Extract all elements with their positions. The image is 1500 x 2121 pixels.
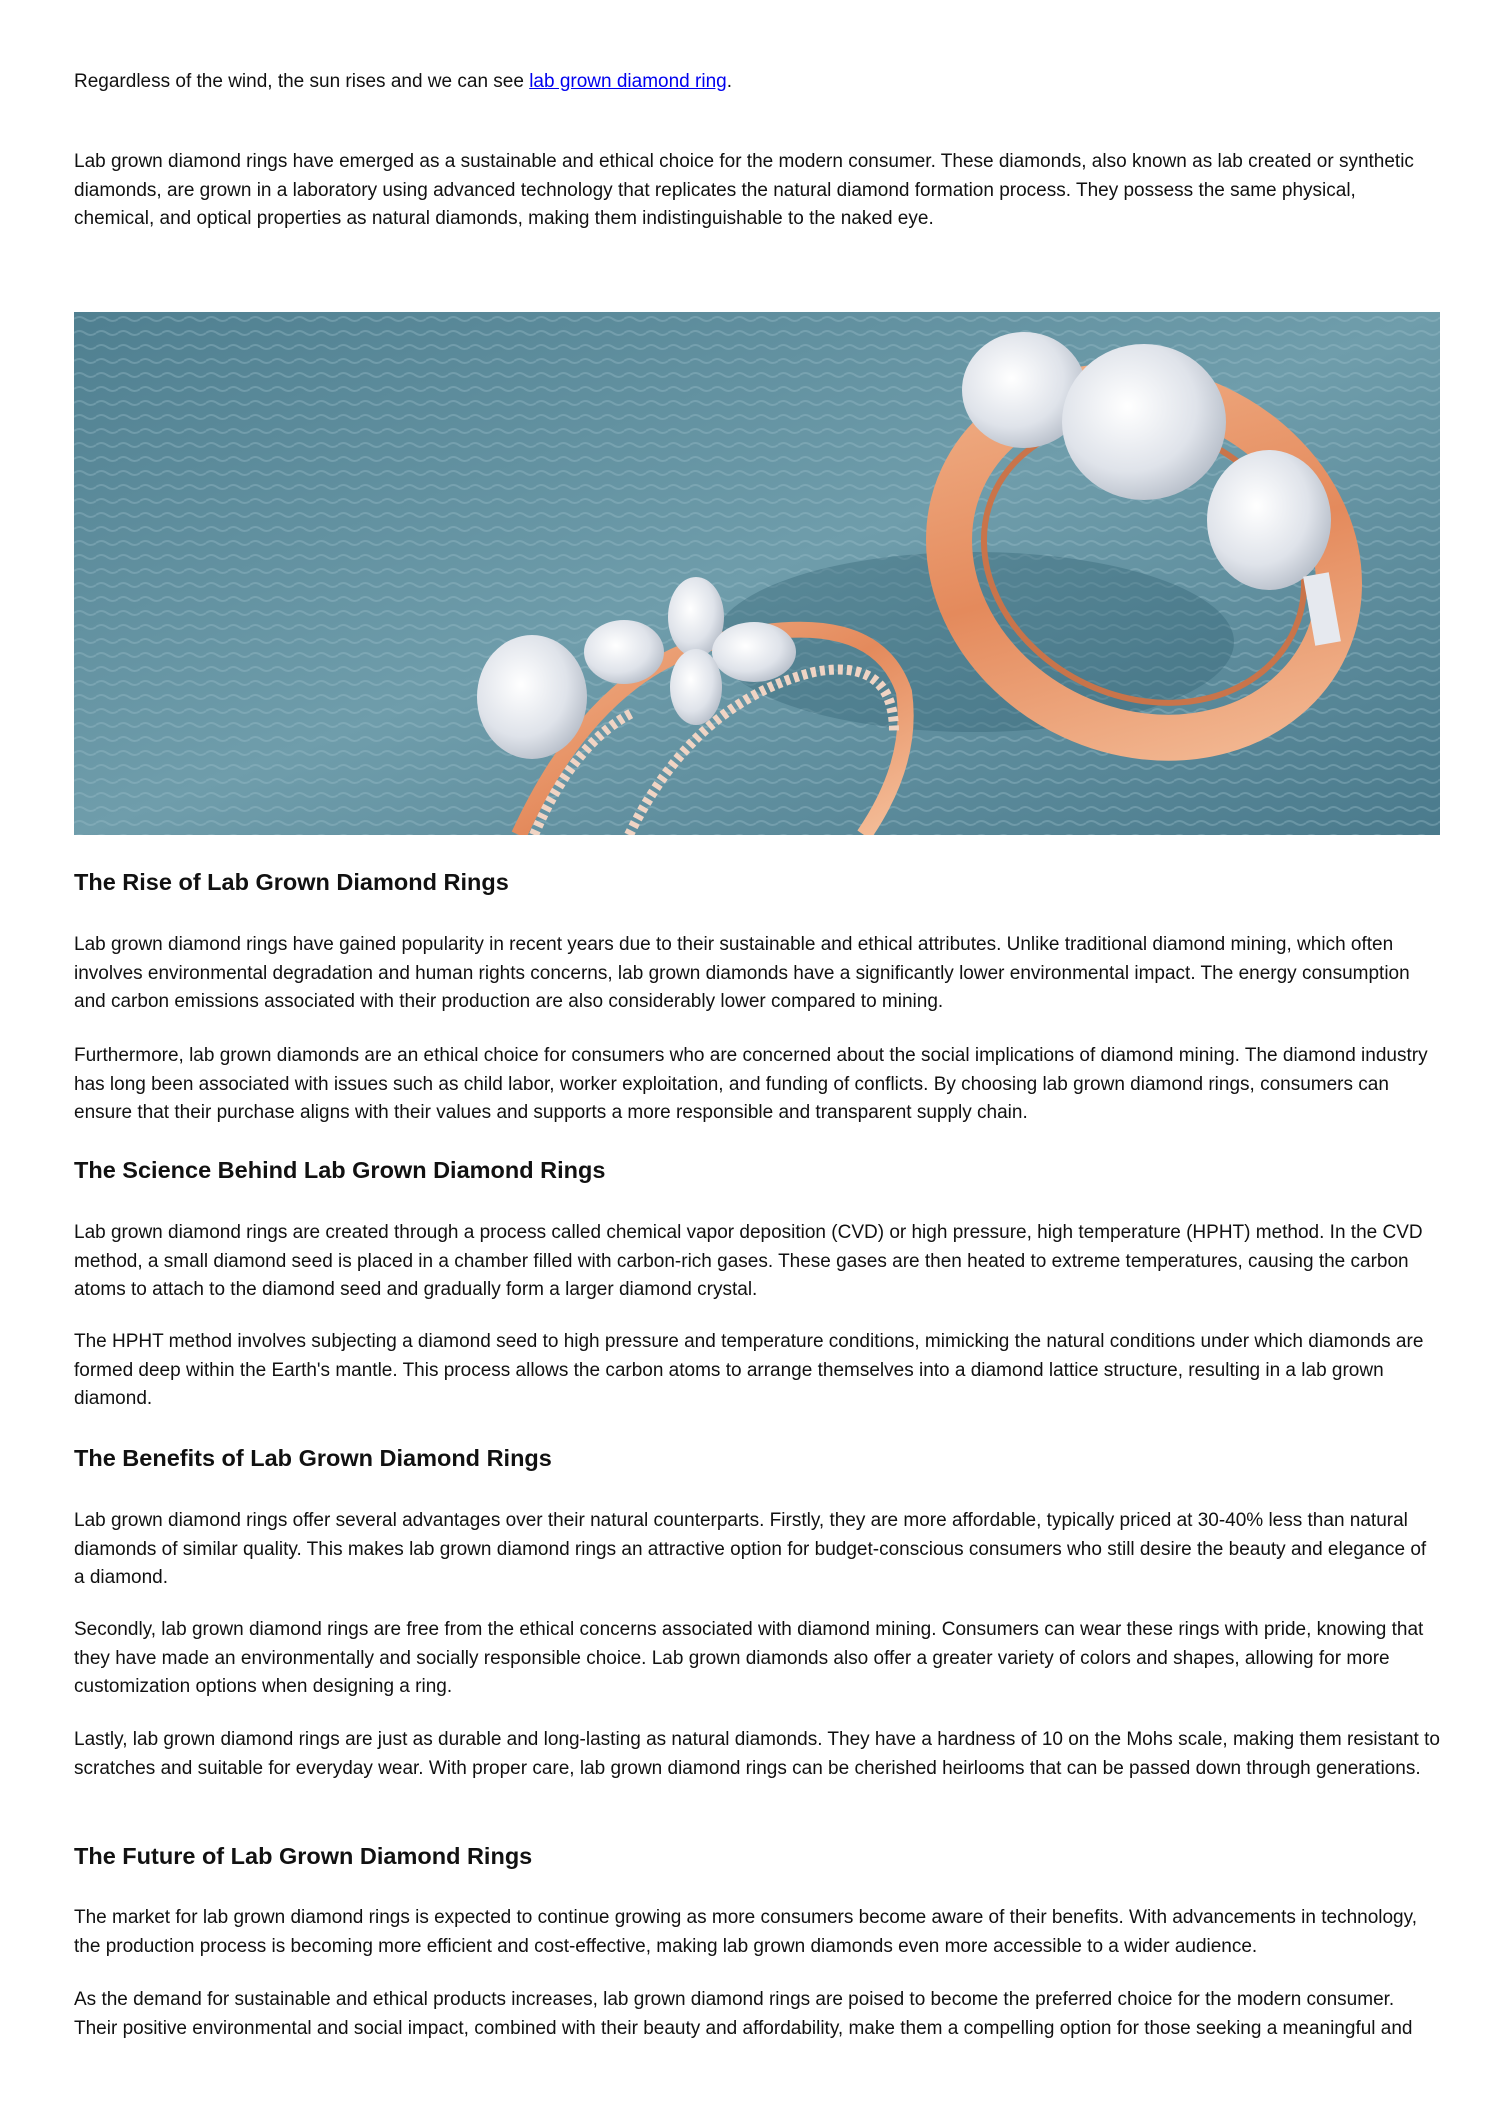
section-paragraph: The market for lab grown diamond rings is expected to continue growing as more consumers become aware of their benefits. With advancements in technology, the production process is becoming more efficient and cost-effective, making lab grown diamonds even more accessible to a wider audience. <box>74 1907 1417 1957</box>
section-heading-science: The Science Behind Lab Grown Diamond Rings <box>74 1157 606 1183</box>
section-paragraph: Lab grown diamond rings are created through a process called chemical vapor deposition (CVD) or high pressure, high temperature (HPHT) method. In the CVD method, a small diamond seed is placed in a chamber filled with carbon-rich gases. These gases are then heated to extreme temperatures, causing the carbon atoms to attach to the diamond seed and gradually form a larger diamond crystal. <box>74 1222 1423 1301</box>
section-paragraph: As the demand for sustainable and ethical products increases, lab grown diamond rings are poised to become the preferred choice for the modern consumer. Their positive environmental and social impact, combined with their beauty and affordability, make them a compelling option for those seeking a meaningful and <box>74 1989 1413 2039</box>
section-paragraph: The HPHT method involves subjecting a diamond seed to high pressure and temperature conditions, mimicking the natural conditions under which diamonds are formed deep within the Earth's mantle. This process allows the carbon atoms to arrange themselves into a diamond lattice structure, resulting in a lab grown diamond. <box>74 1331 1424 1410</box>
lead-paragraph: Lab grown diamond rings have emerged as a sustainable and ethical choice for the modern consumer. These diamonds, also known as lab created or synthetic diamonds, are grown in a laboratory using advanced technology that replicates the natural diamond formation process. They possess the same physical, chemical, and optical properties as natural diamonds, making them indistinguishable to the naked eye. <box>74 151 1414 230</box>
section-heading-benefits: The Benefits of Lab Grown Diamond Rings <box>74 1445 552 1471</box>
section-paragraph: Secondly, lab grown diamond rings are free from the ethical concerns associated with diamond mining. Consumers can wear these rings with pride, knowing that they have made an environmentally and socially responsible choice. Lab grown diamonds also offer a greater variety of colors and shapes, allowing for more customization options when designing a ring. <box>74 1619 1424 1698</box>
section-heading-future: The Future of Lab Grown Diamond Rings <box>74 1843 533 1869</box>
intro-period: . <box>726 71 732 92</box>
section-paragraph: Lab grown diamond rings have gained popularity in recent years due to their sustainable and ethical attributes. Unlike traditional diamond mining, which often involves environmental degradation and human rights concerns, lab grown diamonds have a significantly lower environmental impact. The energy consumption and carbon emissions associated with their production are also considerably lower compared to mining. <box>74 934 1410 1013</box>
intro-line <box>74 68 1440 97</box>
section-paragraph: Lastly, lab grown diamond rings are just as durable and long-lasting as natural diamonds. They have a hardness of 10 on the Mohs scale, making them resistant to scratches and suitable for everyday wear. With proper care, lab grown diamond rings can be cherished heirlooms that can be passed down through generations. <box>74 1729 1440 1779</box>
section-paragraph: Furthermore, lab grown diamonds are an ethical choice for consumers who are concerned about the social implications of diamond mining. The diamond industry has long been associated with issues such as child labor, worker exploitation, and funding of conflicts. By choosing lab grown diamond rings, consumers can ensure that their purchase aligns with their values and supports a more responsible and transparent supply chain. <box>74 1045 1428 1124</box>
section-heading-rise: The Rise of Lab Grown Diamond Rings <box>74 869 509 895</box>
hero-image-rings <box>74 312 1440 835</box>
section-paragraph: Lab grown diamond rings offer several advantages over their natural counterparts. Firstly, they are more affordable, typically priced at 30-40% less than natural diamonds of similar quality. This makes lab grown diamond rings an attractive option for budget-conscious consumers who still desire the beauty and elegance of a diamond. <box>74 1510 1427 1589</box>
intro-text: Regardless of the wind, the sun rises and we can see <box>74 71 530 92</box>
lab-grown-diamond-ring-link[interactable]: lab grown diamond ring <box>529 71 727 92</box>
